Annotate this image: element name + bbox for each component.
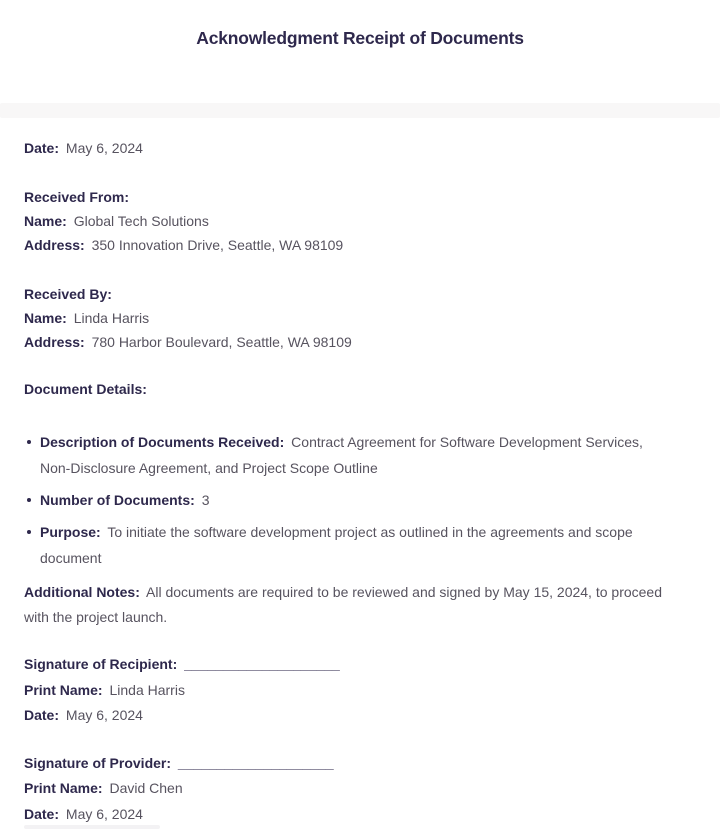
print-name-label: Print Name: — [24, 681, 103, 698]
document-details-heading — [24, 377, 672, 401]
received-by-section — [24, 282, 672, 354]
name-value: Global Tech Solutions — [73, 213, 209, 229]
signature-date-line — [24, 703, 672, 729]
date-label: Date: — [24, 140, 60, 156]
recipient-signature-block — [24, 652, 672, 729]
name-label: Name: — [24, 213, 67, 229]
signature-line — [24, 751, 672, 777]
received-from-address-line — [24, 233, 672, 257]
document-details-list — [24, 429, 672, 571]
print-name-value: Linda Harris — [109, 681, 185, 698]
list-item — [40, 429, 672, 481]
bullet-icon — [27, 440, 31, 444]
received-by-address-line — [24, 330, 672, 354]
print-name-line — [24, 776, 672, 802]
received-from-section — [24, 185, 672, 257]
additional-notes — [24, 580, 672, 630]
provider-signature-block — [24, 751, 672, 828]
print-name-label: Print Name: — [24, 780, 103, 796]
date-label: Date: — [24, 707, 60, 723]
name-label: Name: — [24, 310, 67, 326]
received-by-name-line — [24, 306, 672, 330]
signature-date-line — [24, 802, 672, 828]
additional-notes-label: Additional Notes: — [24, 584, 140, 600]
description-label: Description of Documents Received: — [40, 434, 285, 450]
divider-band — [0, 103, 720, 118]
date-value: May 6, 2024 — [65, 805, 143, 822]
received-from-heading — [24, 185, 672, 209]
bottom-edge-band — [24, 825, 160, 829]
received-by-heading — [24, 282, 672, 306]
received-from-name-line — [24, 209, 672, 233]
purpose-value: To initiate the software development project as outlined in the agreements and scope document — [40, 524, 633, 566]
additional-notes-text: All documents are required to be reviewed and signed by May 15, 2024, to proceed with the project launch. — [24, 584, 662, 625]
date-value: May 6, 2024 — [65, 140, 143, 156]
print-name-line — [24, 678, 672, 704]
list-item — [40, 487, 672, 513]
bullet-icon — [27, 498, 31, 502]
signature-line — [24, 652, 672, 678]
received-from-heading-label: Received From: — [24, 189, 130, 205]
address-label: Address: — [24, 334, 85, 350]
date-value: May 6, 2024 — [65, 707, 143, 723]
signature-blank: ____________________ — [184, 656, 340, 672]
page-title: Acknowledgment Receipt of Documents — [196, 28, 524, 48]
name-value: Linda Harris — [73, 310, 150, 326]
description-value: Contract Agreement for Software Development Services, Non-Disclosure Agreement, and Project Scope Outline — [40, 434, 643, 476]
bullet-icon — [27, 530, 31, 534]
signature-of-recipient-label: Signature of Recipient: — [24, 656, 178, 672]
address-value: 780 Harbor Boulevard, Seattle, WA 98109 — [91, 334, 352, 350]
signature-of-provider-label: Signature of Provider: — [24, 754, 172, 771]
signature-blank: ____________________ — [177, 754, 334, 771]
number-of-documents-value: 3 — [201, 492, 210, 508]
document-details-heading-label: Document Details: — [24, 381, 147, 397]
address-label: Address: — [24, 237, 85, 253]
date-line — [24, 136, 672, 160]
address-value: 350 Innovation Drive, Seattle, WA 98109 — [91, 237, 344, 253]
number-of-documents-label: Number of Documents: — [40, 492, 195, 508]
received-by-heading-label: Received By: — [24, 286, 112, 302]
purpose-label: Purpose: — [40, 524, 101, 540]
print-name-value: David Chen — [109, 780, 183, 796]
date-label: Date: — [24, 805, 60, 822]
list-item — [40, 519, 672, 571]
document-body — [24, 136, 672, 827]
